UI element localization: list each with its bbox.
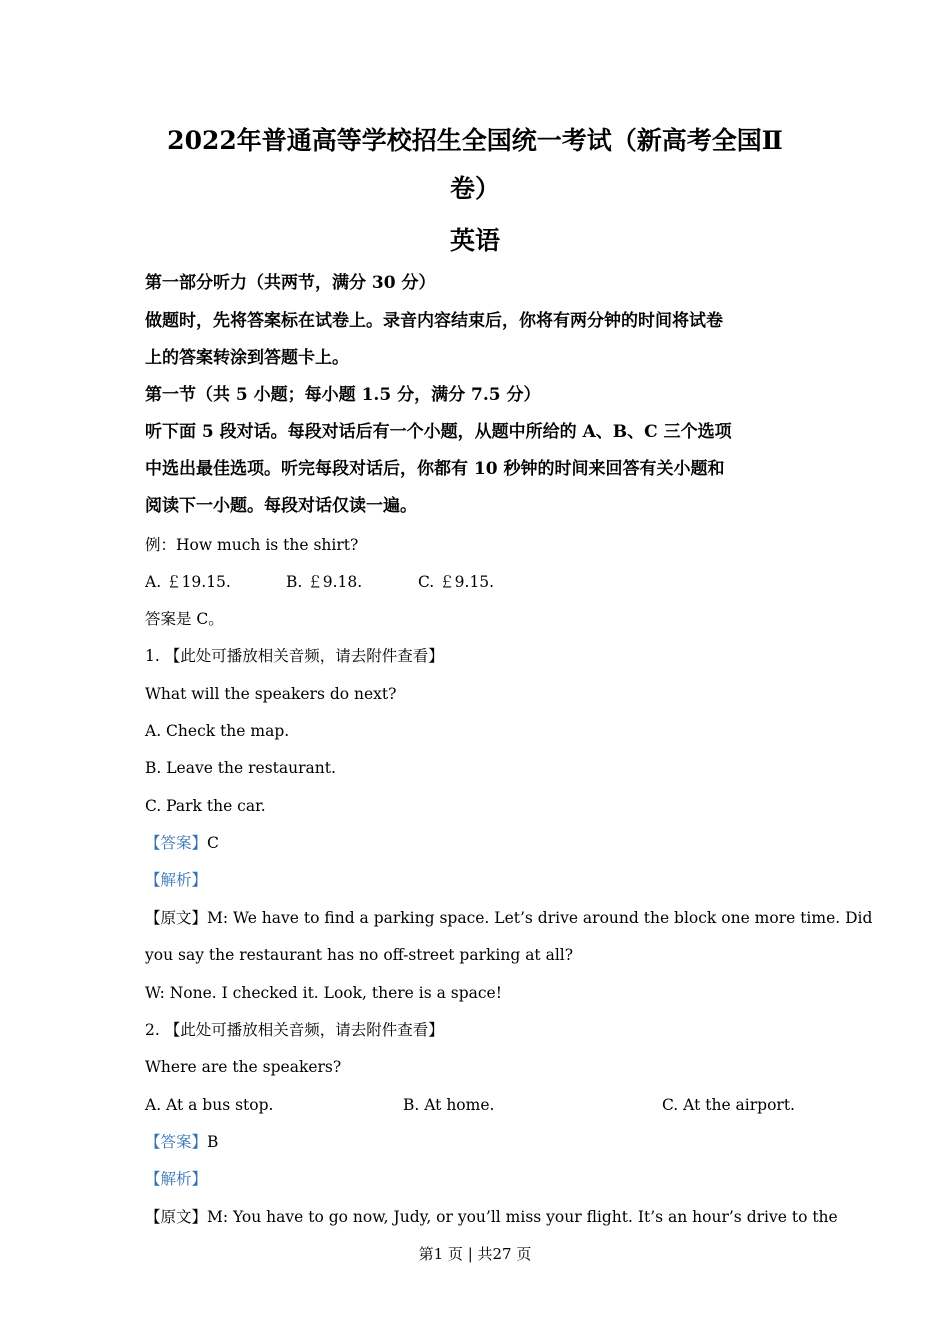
q1-answer-tag: 【答案】: [145, 834, 208, 852]
q2-audio-note: 2. 【此处可播放相关音频，请去附件查看】: [145, 1021, 444, 1039]
instruction-line-2: 上的答案转涂到答题卡上。: [145, 348, 349, 368]
section1-instruction-line-3: 阅读下一小题。每段对话仅读一遍。: [145, 496, 417, 516]
q1-option-c: C. Park the car.: [145, 797, 266, 815]
section1-heading: 第一节（共 5 小题；每小题 1.5 分，满分 7.5 分）: [145, 385, 541, 405]
title-line-1: 2022年普通高等学校招生全国统一考试（新高考全国Ⅱ: [167, 126, 783, 155]
part1-heading: 第一部分听力（共两节，满分 30 分）: [145, 273, 436, 293]
q2-answer-value: B: [207, 1133, 219, 1151]
q1-analysis-tag: 【解析】: [145, 871, 208, 889]
q2-transcript-line-1: [145, 1207, 838, 1227]
q1-audio-note: 1. 【此处可播放相关音频，请去附件查看】: [145, 647, 444, 665]
q1-transcript-text-1: M: We have to find a parking space. Let’s drive around the block one more time. Did: [207, 909, 873, 927]
q1-answer: [145, 833, 219, 853]
q2-option-b: B. At home.: [403, 1096, 495, 1114]
q2-answer-tag: 【答案】: [145, 1133, 208, 1151]
q1-option-b: B. Leave the restaurant.: [145, 759, 336, 777]
q2-analysis-tag: 【解析】: [145, 1170, 208, 1188]
instruction-line-1: 做题时，先将答案标在试卷上。录音内容结束后，你将有两分钟的时间将试卷: [145, 311, 723, 331]
q1-transcript-line-2: you say the restaurant has no off-street parking at all?: [145, 946, 574, 964]
example-option-b: B. ￡9.18.: [286, 573, 363, 591]
subject-heading: 英语: [449, 226, 500, 255]
q2-answer: [145, 1132, 218, 1152]
q2-option-a: A. At a bus stop.: [145, 1096, 274, 1114]
page-footer: 第1 页 | 共27 页: [418, 1245, 532, 1263]
example-option-c: C. ￡9.15.: [418, 573, 495, 591]
q1-transcript-tag: 【原文】: [145, 909, 208, 927]
example-question: 例：How much is the shirt?: [145, 536, 359, 554]
q1-option-a: A. Check the map.: [145, 722, 290, 740]
example-answer: 答案是 C。: [145, 610, 224, 628]
q1-answer-value: C: [207, 834, 219, 852]
q2-question: Where are the speakers?: [145, 1058, 342, 1076]
q2-transcript-text-1: M: You have to go now, Judy, or you’ll miss your flight. It’s an hour’s drive to the: [207, 1208, 838, 1226]
q1-transcript-line-3: W: None. I checked it. Look, there is a space!: [145, 984, 502, 1002]
q1-question: What will the speakers do next?: [145, 685, 397, 703]
section1-instruction-line-1: 听下面 5 段对话。每段对话后有一个小题，从题中所给的 A、B、C 三个选项: [145, 422, 732, 442]
q2-transcript-tag: 【原文】: [145, 1208, 208, 1226]
example-option-a: A. ￡19.15.: [145, 573, 231, 591]
q2-option-c: C. At the airport.: [662, 1096, 795, 1114]
title-line-2: 卷）: [449, 174, 500, 203]
section1-instruction-line-2: 中选出最佳选项。听完每段对话后，你都有 10 秒钟的时间来回答有关小题和: [145, 459, 725, 479]
q1-transcript-line-1: [145, 908, 872, 928]
